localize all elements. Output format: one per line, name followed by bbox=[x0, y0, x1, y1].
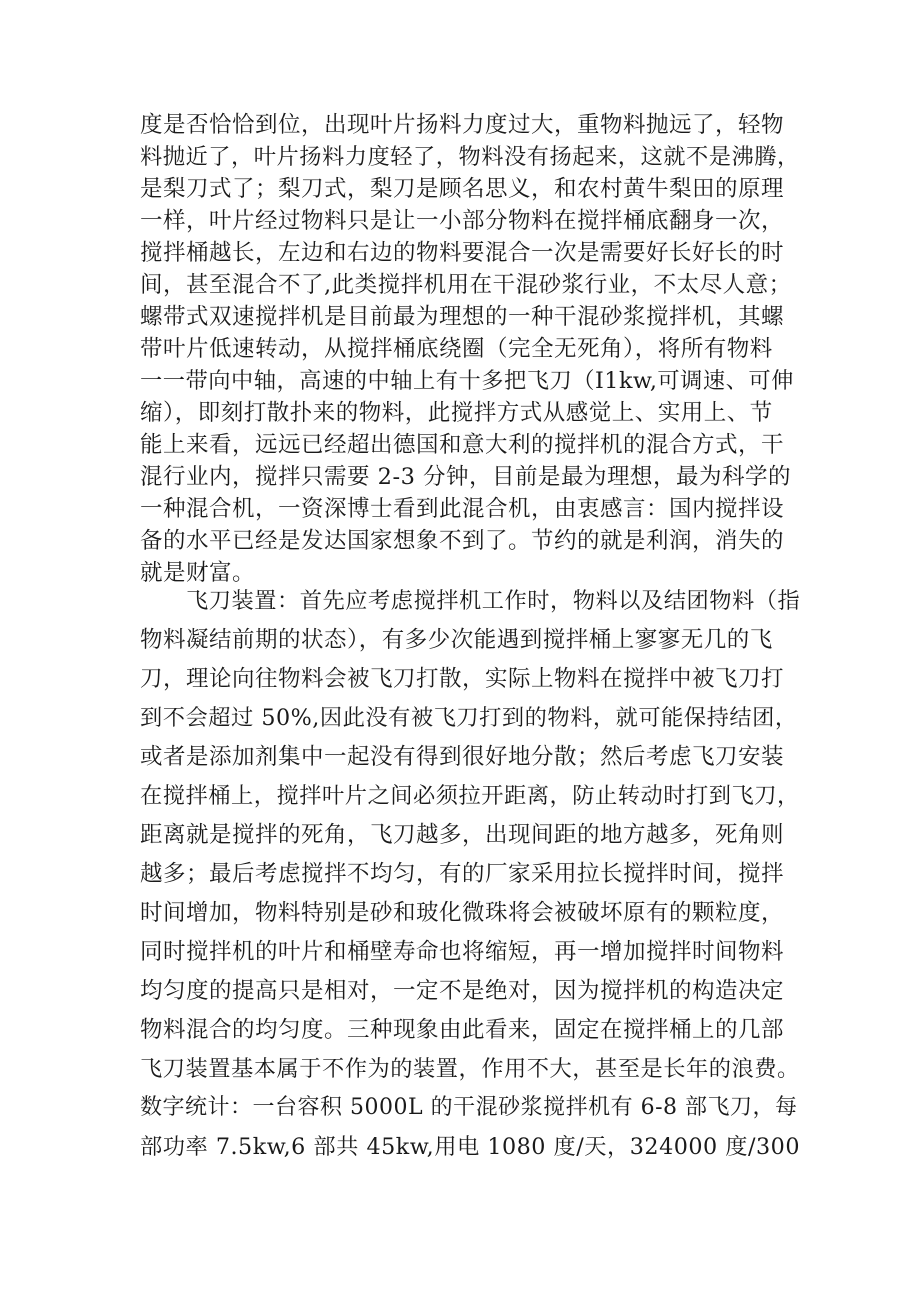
paragraph-line: 物料凝结前期的状态），有多少次能遇到搅拌桶上寥寥无几的飞 bbox=[140, 627, 773, 653]
paragraph-line: 备的水平已经是发达国家想象不到了。节约的就是利润，消失的 bbox=[140, 528, 785, 554]
paragraph-line: 到不会超过 50%,因此没有被飞刀打到的物料，就可能保持结团， bbox=[140, 705, 798, 731]
paragraph-line: 数字统计：一台容积 5000L 的干混砂浆搅拌机有 6-8 部飞刀，每 bbox=[140, 1095, 798, 1120]
paragraph-line: 螺带式双速搅拌机是目前最为理想的一种干混砂浆搅拌机，其螺 bbox=[140, 304, 785, 330]
paragraph-line: 部功率 7.5kw,6 部共 45kw,用电 1080 度/天，324000 度/300 bbox=[140, 1134, 800, 1160]
paragraph-line: 时间增加，物料特别是砂和玻化微珠将会被破坏原有的颗粒度， bbox=[140, 900, 785, 926]
paragraph-line: 或者是添加剂集中一起没有得到很好地分散；然后考虑飞刀安装 bbox=[140, 744, 785, 770]
paragraph-line: 间，甚至混合不了,此类搅拌机用在干混砂浆行业，不太尽人意； bbox=[140, 272, 792, 298]
paragraph-line: 一一带向中轴，高速的中轴上有十多把飞刀（I1kw,可调速、可伸 bbox=[140, 368, 794, 394]
paragraph-line: 就是财富。 bbox=[140, 560, 256, 586]
paragraph-line: 距离就是搅拌的死角，飞刀越多，出现间距的地方越多，死角则 bbox=[140, 822, 785, 848]
paragraph-line: 带叶片低速转动，从搅拌桶底绕圈（完全无死角），将所有物料 bbox=[140, 336, 773, 362]
paragraph-line: 在搅拌桶上，搅拌叶片之间必须拉开距离，防止转动时打到飞刀， bbox=[140, 783, 800, 809]
paragraph-line: 搅拌桶越长，左边和右边的物料要混合一次是需要好长好长的时 bbox=[140, 240, 785, 266]
paragraph-line: 物料混合的均匀度。三种现象由此看来，固定在搅拌桶上的几部 bbox=[140, 1017, 785, 1043]
paragraph-line: 一种混合机，一资深博士看到此混合机，由衷感言：国内搅拌设 bbox=[140, 496, 785, 522]
paragraph-line: 同时搅拌机的叶片和桶壁寿命也将缩短，再一增加搅拌时间物料 bbox=[140, 939, 785, 965]
paragraph-line: 混行业内，搅拌只需要 2-3 分钟，目前是最为理想，最为科学的 bbox=[140, 464, 792, 490]
paragraph-line: 一样，叶片经过物料只是让一小部分物料在搅拌桶底翻身一次， bbox=[140, 208, 785, 234]
paragraph-line: 能上来看，远远已经超出德国和意大利的搅拌机的混合方式，干 bbox=[140, 432, 785, 458]
paragraph-line: 飞刀装置：首先应考虑搅拌机工作时，物料以及结团物料（指 bbox=[186, 588, 801, 614]
paragraph-line: 越多；最后考虑搅拌不均匀，有的厂家采用拉长搅拌时间，搅拌 bbox=[140, 861, 785, 887]
paragraph-line: 缩），即刻打散扑来的物料，此搅拌方式从感觉上、实用上、节 bbox=[140, 400, 773, 426]
paragraph-line: 是梨刀式了；梨刀式，梨刀是顾名思义，和农村黄牛梨田的原理 bbox=[140, 176, 785, 202]
paragraph-line: 均匀度的提高只是相对，一定不是绝对，因为搅拌机的构造决定 bbox=[140, 978, 785, 1004]
paragraph-line: 刀，理论向往物料会被飞刀打散，实际上物料在搅拌中被飞刀打 bbox=[140, 666, 785, 692]
paragraph-line: 料抛近了，叶片扬料力度轻了，物料没有扬起来，这就不是沸腾， bbox=[140, 144, 800, 170]
paragraph-line: 飞刀装置基本属于不作为的装置，作用不大，甚至是长年的浪费。 bbox=[140, 1056, 800, 1082]
paragraph-line: 度是否恰恰到位，出现叶片扬料力度过大，重物料抛远了，轻物 bbox=[140, 112, 785, 138]
